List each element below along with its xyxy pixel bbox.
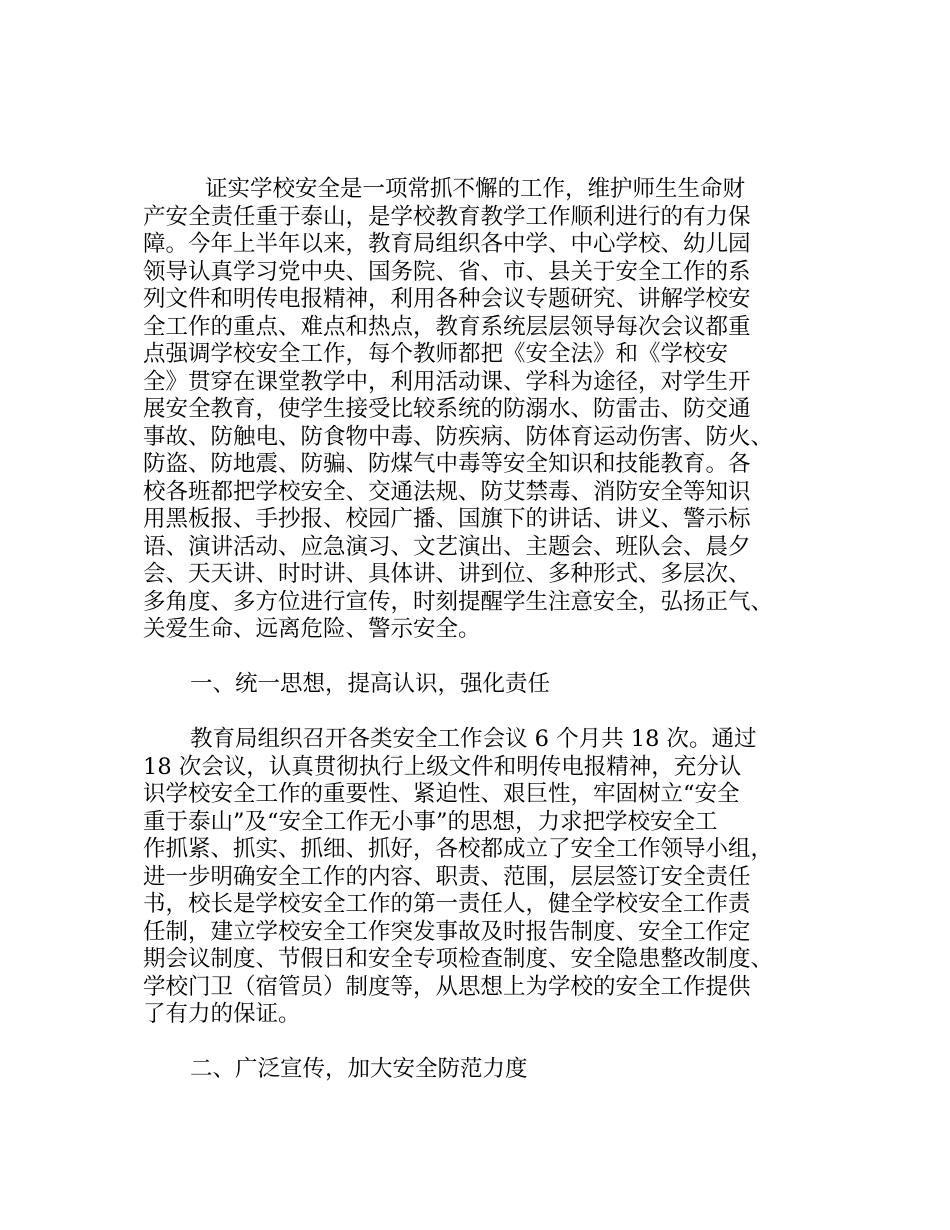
text-line: 用黑板报、手抄报、校园广播、国旗下的讲话、讲义、警示标 [143, 506, 751, 532]
section-heading-2: 二、广泛宣传，加大安全防范力度 [190, 1056, 528, 1082]
text-line: 18 次会议，认真贯彻执行上级文件和明传电报精神，充分认 [143, 753, 742, 780]
text-line: 事故、防触电、防食物中毒、防疾病、防体育运动伤害、防火、 [143, 423, 774, 450]
text-line: 产安全责任重于泰山，是学校教育教学工作顺利进行的有力保 [143, 203, 751, 230]
text-line: 进一步明确安全工作的内容、职责、范围，层层签订安全责任 [143, 863, 751, 890]
text-line: 语、演讲活动、应急演习、文艺演出、主题会、班队会、晨夕 [143, 533, 751, 560]
text-line: 障。今年上半年以来，教育局组织各中学、中心学校、幼儿园 [143, 231, 751, 257]
text-line: 证实学校安全是一项常抓不懈的工作，维护师生生命财 [205, 176, 746, 202]
text-line: 领导认真学习党中央、国务院、省、市、县关于安全工作的系 [143, 258, 751, 285]
text-line: 期会议制度、节假日和安全专项检查制度、安全隐患整改制度、 [143, 946, 774, 972]
text-line: 任制，建立学校安全工作突发事故及时报告制度、安全工作定 [143, 918, 751, 945]
text-line: 展安全教育，使学生接受比较系统的防溺水、防雷击、防交通 [143, 396, 751, 422]
text-line: 重于泰山”及“安全工作无小事”的思想，力求把学校安全工 [143, 808, 718, 835]
paragraph-meetings [143, 726, 825, 1029]
paragraph-gap [143, 644, 825, 672]
text-line: 多角度、多方位进行宣传，时刻提醒学生注意安全，弘扬正气、 [143, 588, 774, 615]
text-line: 教育局组织召开各类安全工作会议 6 个月共 18 次。通过 [190, 726, 757, 752]
text-line: 全》贯穿在课堂教学中，利用活动课、学科为途径，对学生开 [143, 368, 751, 395]
text-line: 学校门卫（宿管员）制度等，从思想上为学校的安全工作提供 [143, 973, 751, 1000]
text-line: 列文件和明传电报精神，利用各种会议专题研究、讲解学校安 [143, 286, 751, 312]
text-line: 书，校长是学校安全工作的第一责任人，健全学校安全工作责 [143, 891, 751, 917]
text-line: 识学校安全工作的重要性、紧迫性、艰巨性，牢固树立“安全 [143, 781, 740, 807]
text-line: 关爱生命、远离危险、警示安全。 [143, 616, 481, 642]
text-line: 作抓紧、抓实、抓细、抓好，各校都成立了安全工作领导小组， [143, 836, 774, 862]
section-heading-1: 一、统一思想，提高认识，强化责任 [190, 671, 551, 697]
text-line: 会、天天讲、时时讲、具体讲、讲到位、多种形式、多层次、 [143, 561, 751, 587]
paragraph-gap [143, 699, 825, 727]
paragraph-gap [143, 1029, 825, 1057]
text-line: 防盗、防地震、防骗、防煤气中毒等安全知识和技能教育。各 [143, 451, 751, 477]
document-body [143, 176, 825, 1084]
text-line: 了有力的保证。 [143, 1001, 301, 1027]
text-line: 全工作的重点、难点和热点，教育系统层层领导每次会议都重 [143, 313, 751, 340]
text-line: 校各班都把学校安全、交通法规、防艾禁毒、消防安全等知识 [143, 478, 751, 505]
paragraph-intro [143, 176, 825, 644]
text-line: 点强调学校安全工作，每个教师都把《安全法》和《学校安 [143, 341, 729, 367]
